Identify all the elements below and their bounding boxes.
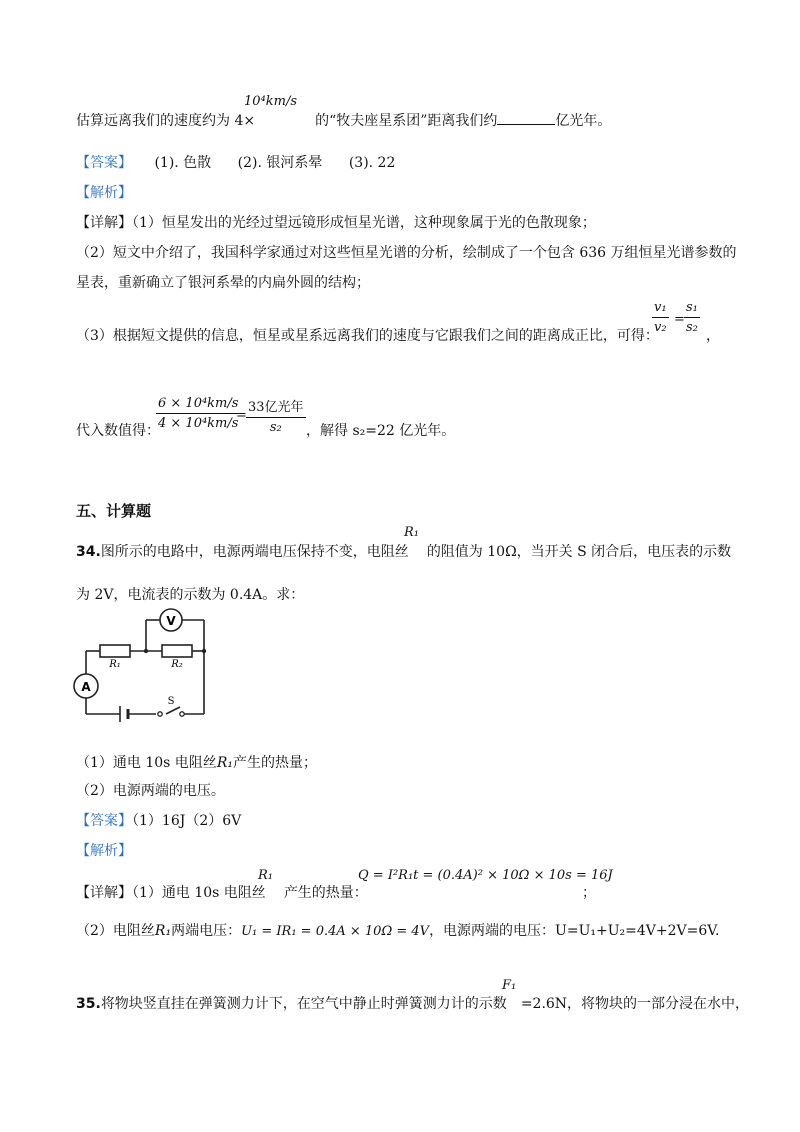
q33-line1-prefix: 估算远离我们的速度约为 4× (76, 113, 256, 129)
section-heading: 五、计算题 (76, 502, 152, 520)
voltage-formula: U₁ = IR₁ = 0.4A × 10Ω = 4V (241, 924, 430, 939)
analysis-label: 【解析】 (76, 843, 132, 859)
ratio-num-left: v₁ (652, 300, 669, 318)
sub-den-left: 4 × 10⁴km/s (158, 416, 239, 431)
q34-detail-2 (76, 920, 719, 940)
detail-2c: ，电源两端的电压：U=U₁+U₂=4V+2V=6V. (429, 923, 720, 939)
detail-label: 【详解】 (76, 215, 132, 231)
answer-2: (2). 银河系晕 (237, 155, 323, 171)
q35-line1 (76, 993, 749, 1013)
detail-1b: 产生的热量： (283, 885, 368, 901)
r1-symbol: R₁ (404, 525, 419, 540)
detail-1-text: （1）恒星发出的光经过望远镜形成恒星光谱，这种现象属于光的色散现象； (132, 215, 596, 231)
r1-inline-2: R₁ (154, 923, 172, 939)
r1-label: R₁ (109, 659, 121, 670)
q34-line1 (76, 541, 731, 561)
ratio-left (652, 300, 669, 335)
heat-formula: Q = I²R₁t = (0.4A)² × 10Ω × 10s = 16J (358, 868, 613, 883)
sub-prefix: 代入数值得： (76, 423, 160, 439)
answer-3: (3). 22 (348, 155, 396, 171)
detail-2b: 两端电压： (171, 923, 242, 939)
question-number: 35. (76, 996, 101, 1012)
answer-blank (497, 112, 555, 125)
q34-ask-1 (76, 752, 317, 772)
junction-dot (144, 649, 148, 653)
ratio-right (684, 300, 700, 335)
ratio-tail: ， (706, 328, 720, 344)
q33-answer-line (76, 152, 395, 172)
detail-2a: （2）电阻丝 (76, 923, 155, 939)
detail-1a: （1）通电 10s 电阻丝 (132, 885, 266, 901)
q34-ask-2: （2）电源两端的电压。 (76, 783, 225, 799)
q33-detail-1 (76, 212, 596, 232)
r1-inline: R₁ (216, 755, 233, 771)
circuit-diagram (70, 606, 210, 722)
equals-sign: = (674, 312, 685, 327)
q34-answer-line (76, 810, 241, 830)
detail-label: 【详解】 (76, 885, 132, 901)
q33-line1 (76, 110, 611, 130)
analysis-label: 【解析】 (76, 185, 132, 201)
q34-line1-b: 的阻值为 10Ω，当开关 S 闭合后，电压表的示数 (426, 544, 732, 560)
ratio-num-right: s₁ (684, 300, 700, 318)
ask-1a: （1）通电 10s 电阻丝 (76, 755, 217, 771)
q33-detail-3: （3）根据短文提供的信息，恒星或星系远离我们的速度与它跟我们之间的距离成正比，可得： (76, 328, 659, 344)
r1-resistor (100, 645, 130, 657)
voltmeter-label: V (166, 614, 176, 628)
q35-line1-b: =2.6N，将物块的一部分浸在水中， (520, 996, 750, 1012)
sub-left (156, 396, 240, 431)
answer-text: （1）16J（2）6V (132, 813, 242, 829)
equals-sign-2: = (236, 408, 247, 423)
switch-contact (180, 712, 184, 716)
ratio-den-left: v₂ (654, 320, 667, 335)
ammeter-label: A (81, 680, 91, 694)
speed-unit: 10⁴km/s (244, 94, 298, 109)
sub-num-right: 33亿光年 (246, 396, 306, 418)
f1-symbol: F₁ (502, 978, 517, 993)
q35-line1-a: 将物块竖直挂在弹簧测力计下，在空气中静止时弹簧测力计的示数 (100, 996, 507, 1012)
answer-label: 【答案】 (76, 155, 132, 171)
switch-contact (158, 712, 162, 716)
q34-detail-1 (76, 882, 368, 902)
q33-line1-suffix: 的“牧夫座星系团”距离我们约 (315, 113, 498, 129)
sub-num-left: 6 × 10⁴km/s (156, 396, 240, 414)
r2-label: R₂ (171, 659, 183, 670)
ask-1b: 产生的热量； (232, 755, 317, 771)
q34-line1-a: 图所示的电路中，电源两端电压保持不变，电阻丝 (100, 544, 409, 560)
r1-symbol-detail: R₁ (258, 868, 273, 883)
q34-line2: 为 2V，电流表的示数为 0.4A。求： (76, 587, 305, 603)
junction-dot (202, 649, 206, 653)
question-number: 34. (76, 544, 101, 560)
answer-label: 【答案】 (76, 813, 132, 829)
answer-1: (1). 色散 (154, 155, 212, 171)
r2-resistor (162, 645, 192, 657)
q33-line1-end: 亿光年。 (555, 113, 612, 129)
q33-detail-2b: 星表，重新确立了银河系晕的内扁外圆的结构； (76, 275, 370, 291)
sub-den-right: s₂ (269, 420, 282, 435)
detail-1-end: ； (582, 885, 596, 901)
q33-detail-2a: （2）短文中介绍了，我国科学家通过对这些恒星光谱的分析，绘制成了一个包含 636 万组恒星光谱参数的 (76, 245, 737, 261)
sub-result: ，解得 s₂=22 亿光年。 (306, 423, 456, 439)
sub-right (246, 396, 306, 435)
ratio-den-right: s₂ (686, 320, 698, 335)
switch-label: S (167, 696, 175, 707)
